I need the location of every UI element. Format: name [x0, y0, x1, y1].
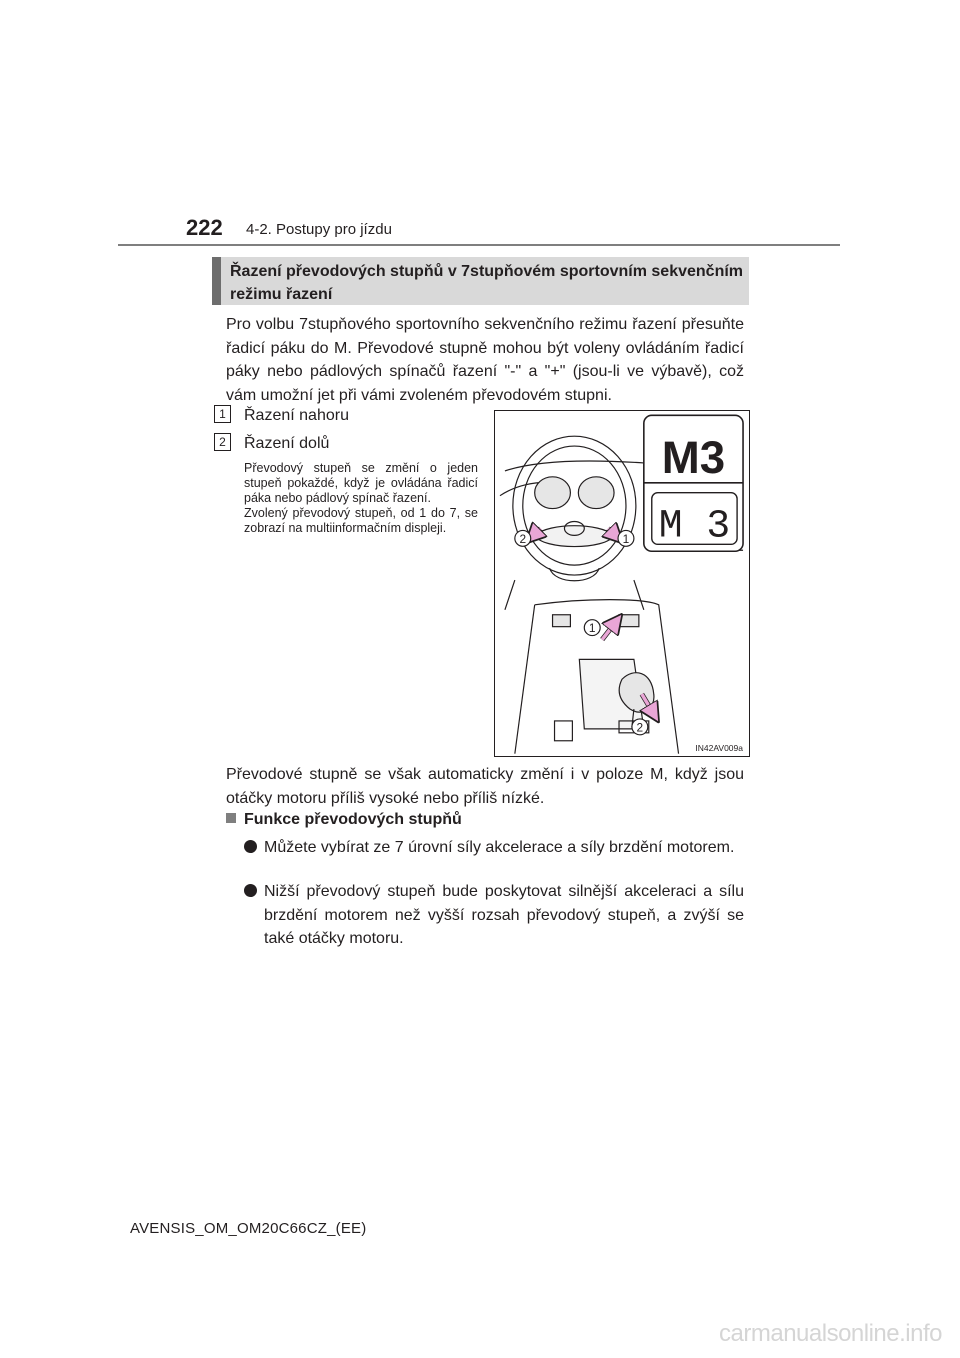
sub-heading	[226, 811, 462, 829]
square-bullet-icon	[226, 813, 236, 823]
display-gear-top: M3	[661, 431, 726, 483]
page-number: 222	[186, 215, 223, 240]
callout-2-top	[515, 530, 531, 546]
note-line-1: Převodový stupeň se změní o jeden stupeň pokaždé, když je ovládána řadicí páka nebo pádlový spínač řazení.	[244, 461, 478, 505]
footer-doc-id: AVENSIS_OM_OM20C66CZ_(EE)	[130, 1220, 367, 1237]
bullet-text-1: Můžete vybírat ze 7 úrovní síly akcelerace a síly brzdění motorem.	[264, 839, 735, 856]
section-heading: Řazení převodových stupňů v 7stupňovém sportovním sekvenčním režimu řazení	[212, 257, 749, 305]
watermark: carmanualsonline.info	[719, 1320, 942, 1347]
callout-label-1-bottom: 1	[588, 621, 596, 636]
intro-paragraph: Pro volbu 7stupňového sportovního sekvenčního režimu řazení přesuňte řadicí páku do M. Převodové stupně mohou být voleny ovládáním řadicí páky nebo pádlových spínačů řazení "-" a "+" (jsou-li ve výbavě), což vám umožní jet při vámi zvoleném převodovém stupni.	[226, 316, 744, 404]
figure-code: IN42AV009a	[695, 743, 743, 753]
callout-2-bottom	[632, 719, 648, 735]
callout-1-top	[618, 530, 634, 546]
gear-shift-illustration	[494, 410, 750, 757]
step-number-2: 2	[214, 433, 231, 451]
note-line-2: Zvolený převodový stupeň, od 1 do 7, se zobrazí na multiinformačním displeji.	[244, 506, 478, 535]
callout-label-2-top: 2	[519, 531, 527, 546]
bullet-dot-icon	[244, 840, 257, 853]
step-downshift	[214, 433, 329, 455]
step-label-1: Řazení nahoru	[244, 407, 349, 424]
bullet-item	[244, 836, 744, 860]
header-divider	[118, 244, 840, 246]
section-title: 4-2. Postupy pro jízdu	[246, 221, 392, 238]
callout-1-bottom	[584, 620, 600, 636]
step-label-2: Řazení dolů	[244, 435, 330, 452]
bullet-text-2: Nižší převodový stupeň bude poskytovat silnější akceleraci a sílu brzdění motorem než vyšší rozsah převodový stupeň, a zvýší se také otáčky motoru.	[264, 883, 744, 947]
step-upshift	[214, 405, 349, 427]
multi-info-display-icon	[644, 415, 743, 551]
auto-shift-paragraph: Převodové stupně se však automaticky změní i v poloze M, když jsou otáčky motoru příliš vysoké nebo příliš nízké.	[226, 766, 744, 807]
callout-label-1-top: 1	[622, 531, 630, 546]
step-number-1: 1	[214, 405, 231, 423]
callout-label-2-bottom: 2	[636, 720, 644, 735]
bullet-dot-icon	[244, 884, 257, 897]
illustration-svg	[495, 411, 749, 756]
step-note	[244, 461, 478, 536]
display-gear-bottom: M 3	[658, 503, 731, 549]
bullet-item	[244, 880, 744, 951]
sub-heading-text: Funkce převodových stupňů	[244, 811, 462, 828]
